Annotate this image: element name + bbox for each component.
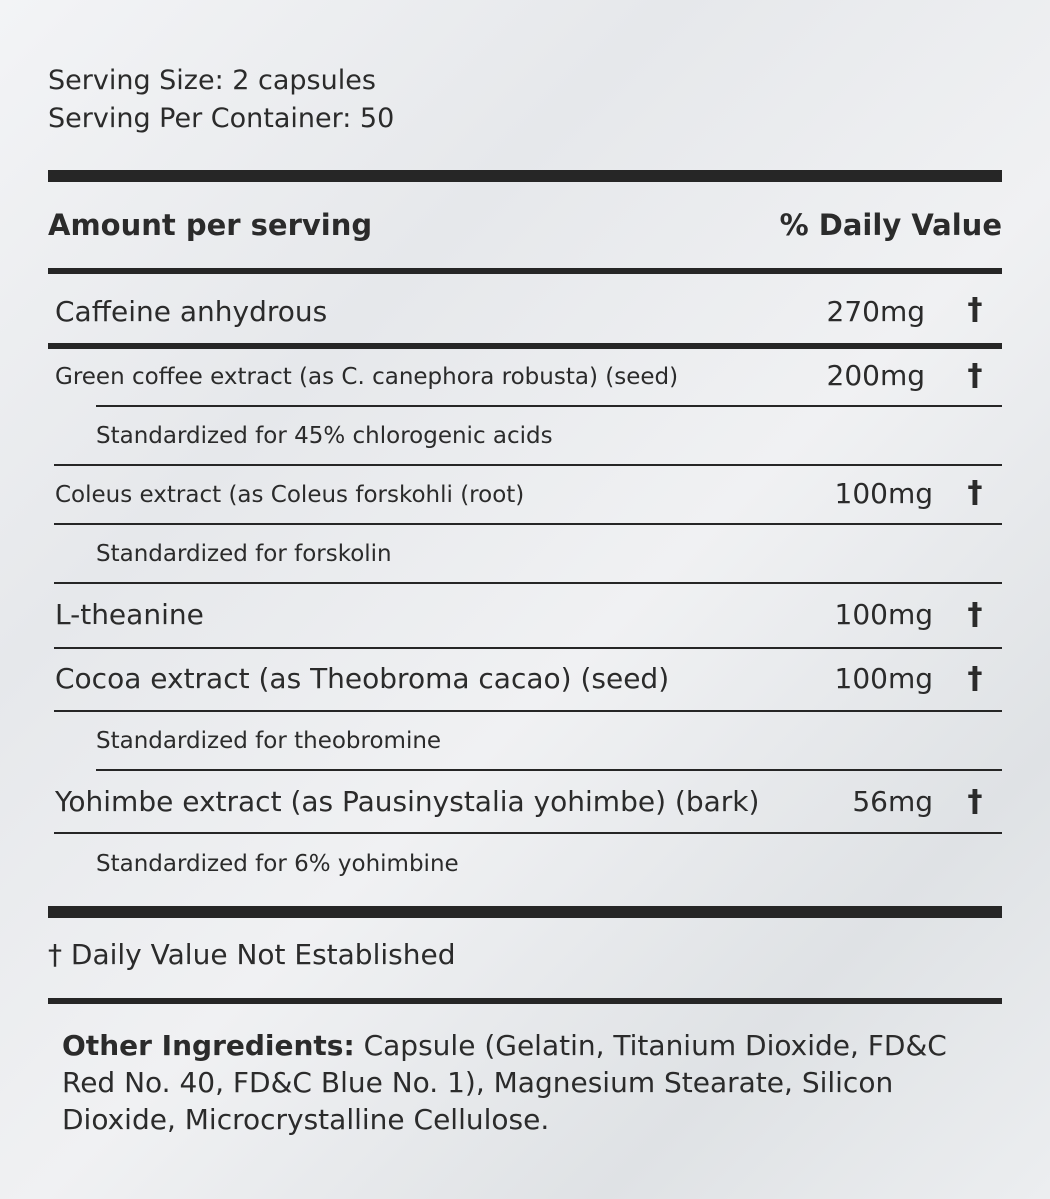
top-thick-rule xyxy=(48,170,1002,182)
ingredient-name: Yohimbe extract (as Pausinystalia yohimbe) (bark) xyxy=(55,785,760,818)
dagger-mark: † xyxy=(967,661,983,696)
serving-info xyxy=(48,62,394,138)
row-divider xyxy=(96,405,1002,407)
daily-value-footnote: † Daily Value Not Established xyxy=(48,938,456,971)
dagger-mark: † xyxy=(967,597,983,632)
ingredient-name: Caffeine anhydrous xyxy=(55,295,328,328)
ingredient-amount: 200mg xyxy=(826,359,925,392)
row-divider xyxy=(54,832,1002,834)
ingredient-name: L-theanine xyxy=(55,598,204,631)
ingredient-amount: 270mg xyxy=(826,295,925,328)
row-divider xyxy=(54,582,1002,584)
ingredient-amount: 100mg xyxy=(834,477,933,510)
dagger-mark: † xyxy=(967,292,983,327)
serving-size: Serving Size: 2 capsules xyxy=(48,65,376,96)
row-divider xyxy=(54,523,1002,525)
ingredient-standardization: Standardized for theobromine xyxy=(96,728,442,754)
dagger-mark: † xyxy=(967,475,983,510)
row-divider xyxy=(54,647,1002,649)
footnote-rule xyxy=(48,998,1002,1004)
other-ingredients-label: Other Ingredients: xyxy=(62,1029,355,1062)
row-divider xyxy=(54,464,1002,466)
ingredient-amount: 100mg xyxy=(834,662,933,695)
ingredient-standardization: Standardized for forskolin xyxy=(96,541,392,567)
ingredient-standardization: Standardized for 6% yohimbine xyxy=(96,851,459,877)
daily-value-header: % Daily Value xyxy=(779,208,1002,242)
ingredient-name: Cocoa extract (as Theobroma cacao) (seed) xyxy=(55,662,670,695)
other-ingredients-text: Capsule (Gelatin, Titanium Dioxide, FD&C Red No. 40, FD&C Blue No. 1), Magnesium Stearate, Silicon Dioxide, Microcrystalline Cellulose. xyxy=(62,1029,947,1136)
other-ingredients xyxy=(62,1027,962,1138)
amount-per-serving-header: Amount per serving xyxy=(48,208,373,242)
ingredient-amount: 56mg xyxy=(852,785,933,818)
row-divider xyxy=(54,710,1002,712)
bottom-thick-rule xyxy=(48,906,1002,918)
ingredient-amount: 100mg xyxy=(834,598,933,631)
header-rule xyxy=(48,268,1002,274)
servings-per-container: Serving Per Container: 50 xyxy=(48,103,395,134)
row-rule xyxy=(48,343,1002,349)
ingredient-name: Coleus extract (as Coleus forskohli (root) xyxy=(55,482,525,508)
ingredient-standardization: Standardized for 45% chlorogenic acids xyxy=(96,423,553,449)
row-divider xyxy=(96,769,1002,771)
dagger-mark: † xyxy=(967,784,983,819)
ingredient-name: Green coffee extract (as C. canephora robusta) (seed) xyxy=(55,364,679,390)
dagger-mark: † xyxy=(967,358,983,393)
